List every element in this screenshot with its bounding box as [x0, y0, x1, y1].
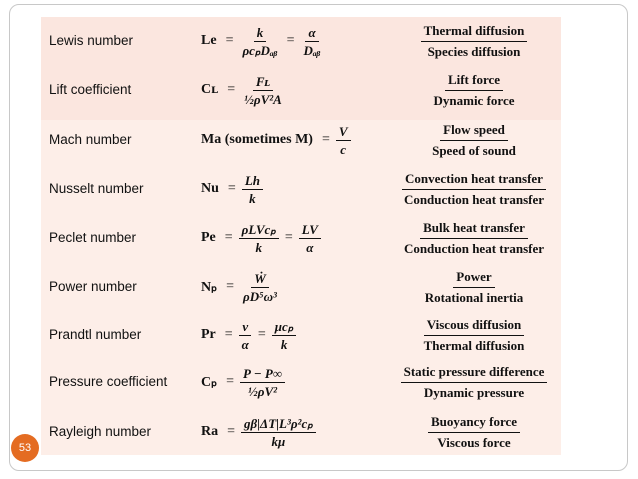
- formula-fraction: [239, 25, 280, 58]
- formula-fraction: [336, 124, 351, 157]
- meaning-denominator: Viscous force: [437, 434, 511, 450]
- page-number-badge: 53: [11, 434, 39, 462]
- formula-symbol: Pr: [201, 327, 216, 342]
- table-row-power: [41, 263, 561, 311]
- row-name: Mach number: [49, 132, 132, 147]
- formula-symbol: Ma (sometimes M): [201, 132, 313, 147]
- fraction-denominator: ρcₚDₐᵦ: [242, 42, 278, 58]
- fraction-numerator: P − P∞: [240, 366, 285, 383]
- row-name: Rayleigh number: [49, 424, 152, 439]
- fraction-denominator: α: [306, 239, 314, 255]
- fraction-denominator: ½ρV²: [248, 383, 278, 399]
- table-row-rayleigh: [41, 408, 561, 456]
- formula-fraction: [240, 366, 285, 399]
- equals-sign: =: [321, 132, 330, 147]
- formula-fraction: [241, 416, 316, 449]
- formula-symbol: Le: [201, 33, 217, 48]
- formula-symbol: Nₚ: [201, 279, 218, 295]
- fraction-numerator: α: [305, 25, 318, 42]
- meaning-denominator: Rotational inertia: [424, 289, 524, 305]
- meaning-numerator: Lift force: [445, 72, 503, 91]
- formula-pressure-coefficient: [201, 358, 286, 406]
- fraction-denominator: k: [280, 336, 288, 352]
- fraction-numerator: Ẇ: [251, 271, 269, 288]
- meaning-fraction: [422, 269, 527, 306]
- meaning-denominator: Thermal diffusion: [423, 337, 525, 353]
- meaning-numerator: Power: [453, 269, 494, 288]
- formula-mach: [201, 116, 352, 164]
- meaning-denominator: Conduction heat transfer: [403, 191, 545, 207]
- meaning-fraction: [429, 122, 519, 159]
- physical-meaning: [399, 214, 549, 262]
- formula-fraction: [240, 271, 280, 304]
- table-row-prandtl: [41, 311, 561, 359]
- formula-symbol: Cʟ: [201, 82, 219, 97]
- fraction-numerator: k: [254, 25, 267, 42]
- equals-sign: =: [224, 230, 233, 245]
- fraction-denominator: ρD⁵ω³: [243, 288, 277, 304]
- equals-sign: =: [286, 33, 295, 48]
- fraction-denominator: c: [340, 141, 347, 157]
- physical-meaning: [399, 17, 549, 65]
- formula-fraction: [239, 319, 252, 352]
- equals-sign: =: [226, 374, 235, 389]
- table-row-mach: [41, 116, 561, 164]
- meaning-denominator: Dynamic pressure: [423, 384, 525, 400]
- formula-fraction: [301, 25, 324, 58]
- fraction-numerator: ρLVcₚ: [239, 222, 279, 239]
- meaning-numerator: Thermal diffusion: [421, 23, 528, 42]
- equals-sign: =: [227, 181, 236, 196]
- equals-sign: =: [284, 230, 293, 245]
- formula-fraction: [241, 74, 285, 107]
- formula-symbol: Pe: [201, 230, 216, 245]
- meaning-fraction: [428, 414, 520, 451]
- formula-symbol: Ra: [201, 424, 219, 439]
- meaning-fraction: [431, 72, 518, 109]
- formula-fraction: [239, 222, 279, 255]
- physical-meaning: [399, 66, 549, 114]
- formula-nusselt: [201, 165, 264, 213]
- meaning-fraction: [421, 317, 528, 354]
- table-row-peclet: [41, 214, 561, 262]
- physical-meaning: [399, 263, 549, 311]
- row-name: Prandtl number: [49, 327, 142, 342]
- meaning-fraction: [401, 364, 548, 401]
- formula-fraction: [299, 222, 321, 255]
- formula-prandtl: [201, 311, 297, 359]
- table-row-nusselt: [41, 165, 561, 213]
- fraction-denominator: α: [241, 336, 249, 352]
- table-row-lewis: [41, 17, 561, 65]
- physical-meaning: [399, 116, 549, 164]
- fraction-numerator: V: [336, 124, 351, 141]
- fraction-numerator: Fʟ: [253, 74, 273, 91]
- physical-meaning: [399, 311, 549, 359]
- fraction-denominator: k: [255, 239, 262, 255]
- meaning-numerator: Static pressure difference: [401, 364, 548, 383]
- meaning-numerator: Convection heat transfer: [402, 171, 546, 190]
- meaning-denominator: Conduction heat transfer: [403, 240, 545, 256]
- equals-sign: =: [225, 33, 234, 48]
- physical-meaning: [399, 165, 549, 213]
- equals-sign: =: [227, 82, 236, 97]
- meaning-fraction: [421, 23, 528, 60]
- meaning-fraction: [401, 171, 547, 208]
- formula-fraction: [242, 173, 263, 206]
- fraction-denominator: Dₐᵦ: [303, 42, 321, 58]
- fraction-numerator: μcₚ: [272, 319, 297, 336]
- formula-rayleigh: [201, 408, 317, 456]
- row-name: Peclet number: [49, 230, 137, 245]
- fraction-numerator: LV: [299, 222, 321, 239]
- fraction-denominator: k: [249, 190, 256, 206]
- formula-lift: [201, 66, 286, 114]
- table-row-pressure-coefficient: [41, 358, 561, 406]
- meaning-denominator: Speed of sound: [432, 142, 516, 158]
- meaning-numerator: Bulk heat transfer: [420, 220, 528, 239]
- equals-sign: =: [226, 279, 235, 294]
- physical-meaning: [399, 358, 549, 406]
- meaning-denominator: Dynamic force: [433, 92, 515, 108]
- row-name: Lewis number: [49, 33, 134, 48]
- fraction-numerator: ν: [239, 319, 251, 336]
- meaning-numerator: Flow speed: [440, 122, 508, 141]
- formula-fraction: [272, 319, 297, 352]
- formula-lewis: [201, 17, 325, 65]
- fraction-numerator: Lh: [242, 173, 263, 190]
- dimensionless-numbers-table: [41, 17, 561, 455]
- fraction-denominator: kμ: [271, 433, 286, 449]
- formula-symbol: Cₚ: [201, 374, 218, 390]
- meaning-fraction: [401, 220, 547, 257]
- row-name: Power number: [49, 279, 137, 294]
- formula-peclet: [201, 214, 322, 262]
- table-row-lift: [41, 66, 561, 114]
- physical-meaning: [399, 408, 549, 456]
- fraction-denominator: ½ρV²A: [244, 91, 282, 107]
- meaning-numerator: Viscous diffusion: [424, 317, 525, 336]
- equals-sign: =: [224, 327, 233, 342]
- equals-sign: =: [257, 327, 266, 342]
- meaning-denominator: Species diffusion: [427, 43, 521, 59]
- formula-power: [201, 263, 281, 311]
- row-name: Pressure coefficient: [49, 374, 168, 389]
- fraction-numerator: gβ|ΔT|L³ρ²cₚ: [241, 416, 316, 433]
- row-name: Lift coefficient: [49, 82, 132, 97]
- equals-sign: =: [227, 424, 236, 439]
- formula-symbol: Nu: [201, 181, 219, 196]
- row-name: Nusselt number: [49, 181, 144, 196]
- meaning-numerator: Buoyancy force: [428, 414, 520, 433]
